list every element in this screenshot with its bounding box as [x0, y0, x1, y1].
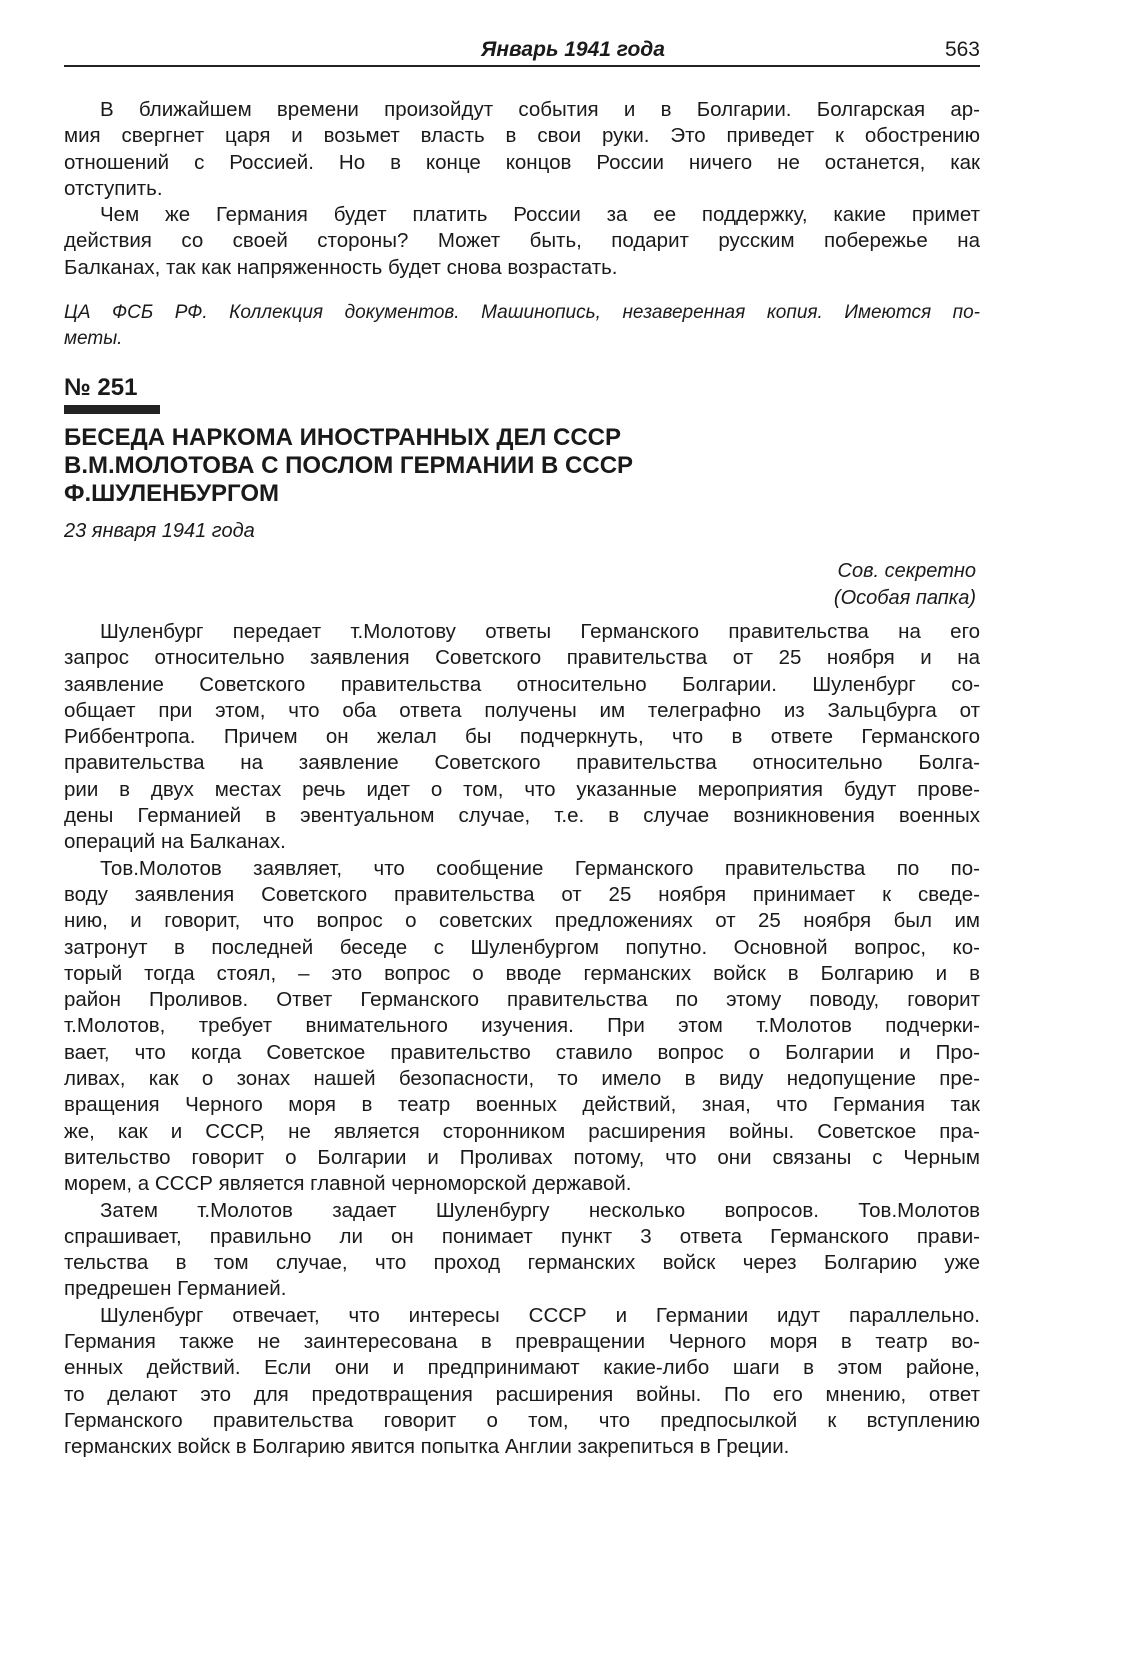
title-line: Ф.ШУЛЕНБУРГОМ: [64, 480, 280, 507]
classification-line: Сов. секретно: [837, 560, 976, 582]
classification-stamp: [834, 558, 976, 612]
text-line: германских войск в Болгарию явится попытка Англии закрепиться в Греции.: [64, 1435, 790, 1459]
text-line: район Проливов. Ответ Германского правительства по этому поводу, говорит: [64, 988, 980, 1012]
text-line: заявление Советского правительства относительно Болгарии. Шуленбург со-: [64, 672, 980, 696]
text-line: вительство говорит о Болгарии и Проливах потому, что они связаны с Черным: [64, 1145, 980, 1169]
text-line: затронут в последней беседе с Шуленбургом попутно. Основной вопрос, ко-: [64, 935, 980, 959]
text-line: нию, и говорит, что вопрос о советских предложениях от 25 ноября был им: [64, 909, 980, 933]
text-line: Тов.Молотов заявляет, что сообщение Германского правительства по по-: [100, 856, 980, 880]
title-line: В.М.МОЛОТОВА С ПОСЛОМ ГЕРМАНИИ В СССР: [64, 452, 634, 479]
text-line: Германия также не заинтересована в превращении Черного моря в театр во-: [64, 1330, 980, 1354]
text-line: же, как и СССР, не является сторонником расширения войны. Советское пра-: [64, 1119, 980, 1143]
text-line: мия свергнет царя и возьмет власть в свои руки. Это приведет к обострению: [64, 124, 980, 148]
running-title: Январь 1941 года: [481, 38, 665, 61]
text-line: спрашивает, правильно ли он понимает пункт 3 ответа Германского прави-: [64, 1224, 980, 1248]
text-line: тельства в том случае, что проход германских войск через Болгарию уже: [64, 1251, 980, 1275]
text-line: ливах, как о зонах нашей безопасности, то имело в виду недопущение пре-: [64, 1067, 980, 1091]
document-title: [64, 424, 633, 508]
text-line: отношений с Россией. Но в конце концов России ничего не останется, как: [64, 150, 980, 174]
prev-document-source: [64, 300, 980, 353]
text-line: Шуленбург передает т.Молотову ответы Германского правительства на его: [100, 620, 980, 643]
text-line: операций на Балканах.: [64, 830, 286, 854]
text-line: В ближайшем времени произойдут события и в Болгарии. Болгарская ар-: [100, 98, 980, 121]
document-body: [64, 619, 980, 1461]
text-line: дены Германией в эвентуальном случае, т.е. в случае возникновения военных: [64, 804, 980, 828]
source-line: ЦА ФСБ РФ. Коллекция документов. Машинопись, незаверенная копия. Имеются по-: [64, 302, 980, 323]
title-line: БЕСЕДА НАРКОМА ИНОСТРАННЫХ ДЕЛ СССР: [64, 424, 622, 451]
text-line: вает, что когда Советское правительство ставило вопрос о Болгарии и Про-: [64, 1040, 980, 1064]
header-rule: [64, 65, 980, 67]
text-line: т.Молотов, требует внимательного изучения. При этом т.Молотов подчерки-: [64, 1014, 980, 1038]
prev-document-text: [64, 97, 980, 281]
text-line: Чем же Германия будет платить России за ее поддержку, какие примет: [100, 203, 980, 227]
text-line: Германского правительства говорит о том, что предпосылкой к вступлению: [64, 1408, 980, 1432]
text-line: морем, а СССР является главной черноморской державой.: [64, 1172, 632, 1196]
text-line: Балканах, так как напряженность будет снова возрастать.: [64, 255, 618, 279]
document-number: № 251: [64, 374, 138, 401]
text-line: вращения Черного моря в театр военных действий, зная, что Германия так: [64, 1093, 980, 1117]
text-line: общает при этом, что оба ответа получены им телеграфно из Зальцбурга от: [64, 698, 980, 722]
text-line: рии в двух местах речь идет о том, что указанные мероприятия будут прове-: [64, 777, 980, 801]
text-line: Риббентропа. Причем он желал бы подчеркнуть, что в ответе Германского: [64, 725, 980, 749]
document-date: 23 января 1941 года: [64, 520, 255, 542]
text-line: Шуленбург отвечает, что интересы СССР и Германии идут параллельно.: [100, 1303, 980, 1327]
text-line: отступить.: [64, 176, 163, 200]
text-line: воду заявления Советского правительства от 25 ноября принимает к сведе-: [64, 882, 980, 906]
text-line: то делают это для предотвращения расширения войны. По его мнению, ответ: [64, 1382, 980, 1406]
classification-line: (Особая папка): [833, 587, 976, 609]
text-line: запрос относительно заявления Советского правительства от 25 ноября и на: [64, 646, 980, 670]
number-underline-bar: [64, 405, 160, 414]
text-line: торый тогда стоял, – это вопрос о вводе германских войск в Болгарию и в: [64, 961, 980, 985]
text-line: предрешен Германией.: [64, 1277, 287, 1301]
page-number: 563: [944, 38, 980, 61]
text-line: правительства на заявление Советского правительства относительно Болга-: [64, 751, 980, 775]
text-line: Затем т.Молотов задает Шуленбургу несколько вопросов. Тов.Молотов: [100, 1198, 980, 1222]
text-line: енных действий. Если они и предпринимают какие-либо шаги в этом районе,: [64, 1356, 980, 1380]
text-line: действия со своей стороны? Может быть, подарит русским побережье на: [64, 229, 980, 253]
source-line: меты.: [64, 328, 123, 350]
